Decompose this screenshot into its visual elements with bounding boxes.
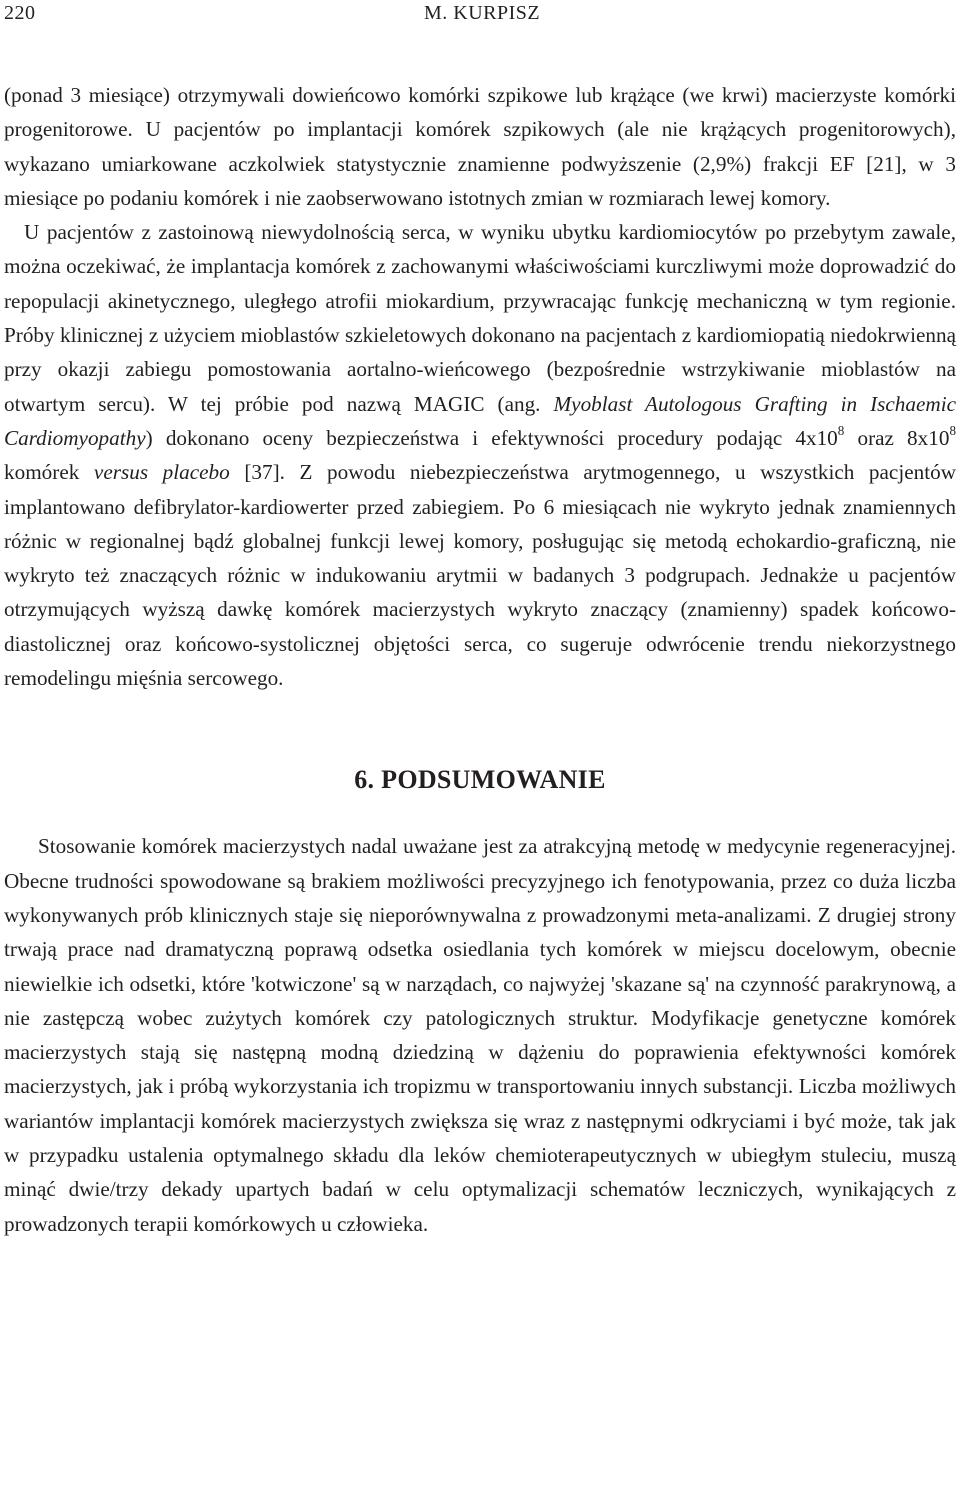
paragraph-text: U pacjentów z zastoinową niewydolnością serca, w wyniku ubytku kardiomiocytów po przebytym zawale, można oczekiwać, że implantacja komórek z zachowanymi właściwościami kurczliwymi może doprowadzić do repopulacji akinetycznego, uległego atrofii miokardium, przywracając funkcję mechaniczną w tym regionie. Próby klinicznej z użyciem mioblastów szkieletowych dokonano na pacjentach z kardiomiopatią niedokrwienną przy okazji zabiegu pomostowania aortalno-wieńcowego (bezpośrednie wstrzykiwanie mioblastów na otwartym sercu). W tej próbie pod nazwą MAGIC (ang.	[4, 220, 956, 416]
paragraph-text: komórek	[4, 460, 94, 485]
italic-term: Myoblast Autologous Grafting in Ischaemic Cardiomyopathy	[4, 391, 956, 450]
running-title: M. KURPISZ	[424, 2, 541, 24]
paragraph-text: [37]. Z powodu niebezpieczeństwa arytmogennego, u wszystkich pacjentów implantowano defibrylator-kardiowerter przed zabiegiem. Po 6 miesiącach nie wykryto jednak znamiennych różnic w regionalnej bądź globalnej funkcji lewej komory, posługując się metodą echokardio-graficzną, nie wykryto też znaczących różnic w indukowaniu arytmii w badanych 3 podgrupach. Jednakże u pacjentów otrzymujących wyższą dawkę komórek macierzystych wykryto znaczący (znamienny) spadek końcowo-diastolicznej oraz końcowo-systolicznej objętości serca, co sugeruje odwrócenie trendu niekorzystnego remodelingu mięśnia sercowego.	[4, 460, 956, 691]
superscript: 8	[837, 423, 845, 439]
paragraph-continuation: (ponad 3 miesiące) otrzymywali dowieńcowo komórki szpikowe lub krążące (we krwi) macierzyste komórki progenitorowe. U pacjentów po implantacji komórek szpikowych (ale nie krążących progenitorowych), wykazano umiarkowane aczkolwiek statystycznie znamienne podwyższenie (2,9%) frakcji EF [21], w 3 miesiące po podaniu komórek i nie zaobserwowano istotnych zmian w rozmiarach lewej komory.	[4, 83, 956, 210]
document-page	[4, 0, 956, 1241]
paragraph-text: oraz 8x10	[844, 425, 950, 450]
superscript: 8	[949, 423, 956, 439]
paragraph-heart-failure	[4, 215, 956, 695]
paragraph-text: ) dokonano oceny bezpieczeństwa i efektywności procedury podając 4x10	[145, 425, 838, 450]
section-heading: 6. PODSUMOWANIE	[354, 765, 606, 795]
paragraph-summary: Stosowanie komórek macierzystych nadal uważane jest za atrakcyjną metodę w medycynie regeneracyjnej. Obecne trudności spowodowane są brakiem możliwości precyzyjnego ich fenotypowania, przez co duża liczba wykonywanych prób klinicznych staje się nieporównywalna z prowadzonymi meta-analizami. Z drugiej strony trwają prace nad dramatyczną poprawą odsetka osiedlania tych komórek w miejscu docelowym, obecnie niewielkie ich odsetki, które 'kotwiczone' są w narządach, co najwyżej 'skazane są' na czynność parakrynową, a nie zastępczą wobec zużytych komórek czy patologicznych struktur. Modyfikacje genetyczne komórek macierzystych stają się następną modną dziedziną w dążeniu do poprawienia efektywności komórek macierzystych, jak i próbą wykorzystania ich tropizmu w transportowaniu innych substancji. Liczba możliwych wariantów implantacji komórek macierzystych zwiększa się wraz z następnymi odkryciami i być może, tak jak w przypadku ustalenia optymalnego składu dla leków chemioterapeutycznych w ubiegłym stuleciu, muszą minąć dwie/trzy dekady upartych badań w celu optymalizacji schematów leczniczych, wynikających z prowadzonych terapii komórkowych u człowieka.	[4, 834, 956, 1236]
page-number: 220	[4, 2, 36, 24]
running-head	[4, 0, 956, 26]
italic-term: versus placebo	[93, 460, 230, 485]
